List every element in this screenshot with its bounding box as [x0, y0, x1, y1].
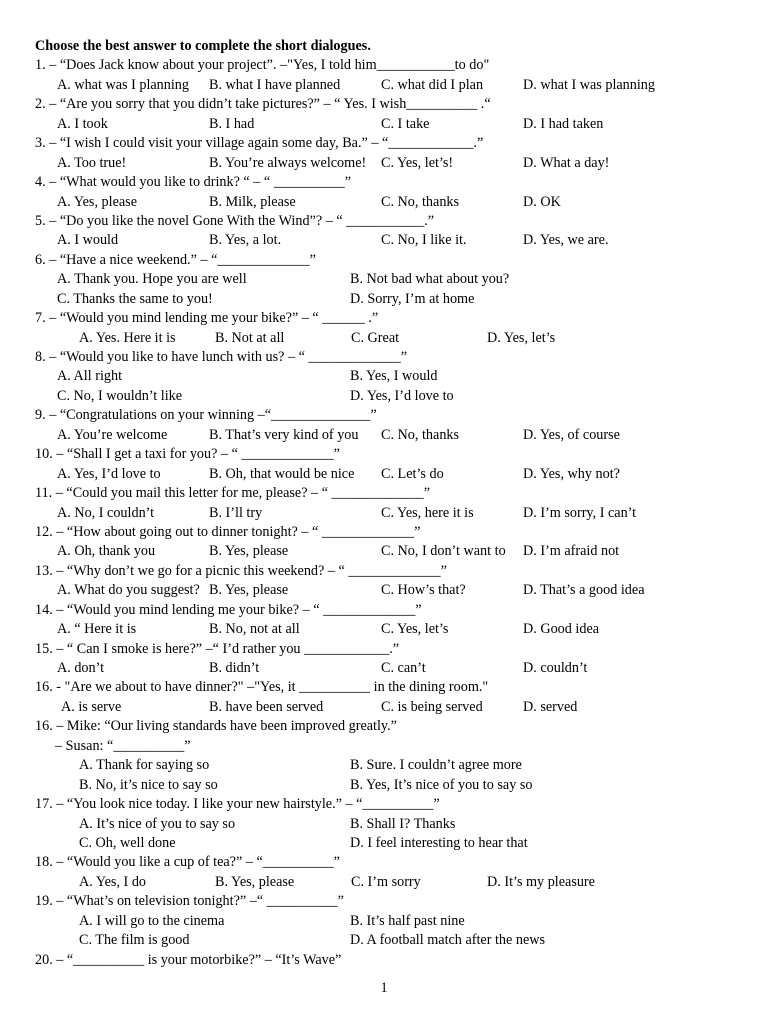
answer-option: D. That’s a good idea [523, 582, 645, 599]
answer-option: B. I’ll try [209, 504, 263, 521]
answer-option: D. A football match after the news [350, 932, 546, 949]
question-stem [35, 737, 755, 756]
question-stem [35, 173, 755, 192]
answer-option: C. can’t [381, 660, 426, 677]
answer-option: B. didn’t [209, 660, 260, 677]
question-stem [35, 640, 755, 659]
answer-option: D. What a day! [523, 154, 610, 171]
answer-option: A. Yes. Here it is [79, 329, 176, 346]
answer-options-row [35, 154, 755, 173]
answer-option: C. Yes, here it is [381, 504, 474, 521]
answer-option: A. “ Here it is [57, 621, 137, 638]
answer-option: A. Thank you. Hope you are well [57, 271, 247, 288]
answer-option: A. No, I couldn’t [57, 504, 155, 521]
question-text: 14. – “Would you mind lending me your bike? – “ _____________” [35, 601, 422, 618]
answer-option: C. I’m sorry [351, 873, 421, 890]
answer-option: D. I’m afraid not [523, 543, 620, 560]
answer-option: D. I feel interesting to hear that [350, 834, 528, 851]
question-text: 4. – “What would you like to drink? “ – “ __________” [35, 174, 351, 191]
answer-option: D. I had taken [523, 115, 604, 132]
question-stem [35, 212, 755, 231]
question-text: 9. – “Congratulations on your winning –“______________” [35, 407, 377, 424]
answer-option: A. I would [57, 232, 119, 249]
answer-option: B. You’re always welcome! [209, 154, 367, 171]
answer-options-row [35, 912, 755, 931]
question-stem [35, 134, 755, 153]
question-text: 10. – “Shall I get a taxi for you? – “ _____________” [35, 446, 340, 463]
question-stem [35, 892, 755, 911]
answer-option: C. Yes, let’s! [381, 154, 454, 171]
answer-option: C. No, thanks [381, 426, 460, 443]
answer-option: C. what did I plan [381, 76, 484, 93]
answer-option: D. It’s my pleasure [487, 873, 595, 890]
question-stem [35, 406, 755, 425]
answer-options-row [35, 270, 755, 289]
answer-option: B. Oh, that would be nice [209, 465, 355, 482]
answer-option: A. don’t [57, 660, 105, 677]
answer-options-row [35, 504, 755, 523]
answer-option: B. No, it’s nice to say so [79, 776, 218, 793]
question-stem [35, 251, 755, 270]
question-text: 2. – “Are you sorry that you didn’t take pictures?” – “ Yes. I wish__________ .“ [35, 96, 491, 113]
answer-options-row [35, 231, 755, 250]
answer-option: D. Yes, let’s [487, 329, 556, 346]
answer-option: C. No, I don’t want to [381, 543, 506, 560]
answer-option: B. Yes, please [209, 543, 289, 560]
answer-option: B. No, not at all [209, 621, 300, 638]
answer-option: B. It’s half past nine [350, 912, 465, 929]
worksheet-title: Choose the best answer to complete the short dialogues. [35, 38, 371, 54]
question-stem [35, 348, 755, 367]
answer-option: A. is serve [61, 698, 122, 715]
page-number: 1 [380, 980, 388, 996]
question-text: 15. – “ Can I smoke is here?” –“ I’d rather you ____________.” [35, 640, 400, 657]
answer-option: D. I’m sorry, I can’t [523, 504, 637, 521]
answer-option: D. couldn’t [523, 660, 588, 677]
answer-option: B. what I have planned [209, 76, 341, 93]
answer-options-row [35, 76, 755, 95]
question-stem [35, 484, 755, 503]
answer-option: C. I take [381, 115, 430, 132]
answer-options-row [35, 193, 755, 212]
answer-options-row [35, 426, 755, 445]
answer-option: A. All right [57, 368, 123, 385]
answer-options-row [35, 659, 755, 678]
answer-option: D. Yes, I’d love to [350, 387, 454, 404]
answer-options-row [35, 367, 755, 386]
answer-option: C. No, thanks [381, 193, 460, 210]
answer-options-row [35, 115, 755, 134]
answer-option: B. Sure. I couldn’t agree more [350, 757, 522, 774]
answer-option: B. Yes, a lot. [209, 232, 282, 249]
answer-options-row [35, 834, 755, 853]
answer-options-row [35, 756, 755, 775]
answer-option: B. Yes, It’s nice of you to say so [350, 776, 533, 793]
answer-options-row [35, 290, 755, 309]
question-text: 18. – “Would you like a cup of tea?” – “__________” [35, 854, 340, 871]
question-stem [35, 853, 755, 872]
answer-options-row [35, 873, 755, 892]
question-text: 1. – “Does Jack know about your project”. –"Yes, I told him___________to do" [35, 57, 490, 74]
worksheet-content [35, 37, 755, 970]
question-stem [35, 56, 755, 75]
answer-options-row [35, 776, 755, 795]
answer-option: B. have been served [209, 698, 324, 715]
answer-option: A. Too true! [57, 154, 127, 171]
question-text: 6. – “Have a nice weekend.” – “_____________” [35, 251, 316, 268]
question-text: – Susan: “__________” [55, 737, 191, 754]
answer-option: D. Yes, we are. [523, 232, 609, 249]
question-text: 13. – “Why don’t we go for a picnic this weekend? – “ _____________” [35, 562, 447, 579]
answer-option: B. Milk, please [209, 193, 296, 210]
answer-option: D. OK [523, 193, 561, 210]
question-stem [35, 951, 755, 970]
question-text: 16. - "Are we about to have dinner?" –"Yes, it __________ in the dining room." [35, 679, 489, 696]
answer-option: B. I had [209, 115, 255, 132]
answer-option: C. No, I like it. [381, 232, 467, 249]
question-stem [35, 523, 755, 542]
answer-option: A. what was I planning [57, 76, 189, 93]
answer-option: B. Not bad what about you? [350, 271, 510, 288]
answer-option: B. Yes, please [215, 873, 295, 890]
answer-option: A. What do you suggest? [57, 582, 200, 599]
answer-option: C. is being served [381, 698, 483, 715]
question-stem [35, 309, 755, 328]
answer-option: C. Let’s do [381, 465, 444, 482]
answer-option: A. It’s nice of you to say so [79, 815, 236, 832]
answer-option: D. what I was planning [523, 76, 655, 93]
question-stem [35, 562, 755, 581]
question-text: 11. – “Could you mail this letter for me, please? – “ _____________” [35, 485, 431, 502]
answer-option: C. How’s that? [381, 582, 466, 599]
answer-option: A. Oh, thank you [57, 543, 156, 560]
question-text: 5. – “Do you like the novel Gone With the Wind”? – “ ___________.” [35, 212, 435, 229]
question-stem [35, 795, 755, 814]
answer-option: A. You’re welcome [57, 426, 168, 443]
answer-options-row [35, 465, 755, 484]
question-stem [35, 678, 755, 697]
answer-option: A. Yes, I do [79, 873, 147, 890]
answer-option: B. Yes, I would [350, 368, 438, 385]
answer-option: C. Oh, well done [79, 834, 176, 851]
answer-option: C. Thanks the same to you! [57, 290, 213, 307]
question-text: 19. – “What’s on television tonight?” –“ __________” [35, 893, 344, 910]
question-list [35, 56, 755, 970]
answer-options-row [35, 815, 755, 834]
question-stem [35, 95, 755, 114]
question-text: 17. – “You look nice today. I like your new hairstyle.” – “__________” [35, 796, 440, 813]
answer-options-row [35, 387, 755, 406]
question-text: 16. – Mike: “Our living standards have been improved greatly.” [35, 718, 397, 735]
answer-option: B. Yes, please [209, 582, 289, 599]
question-stem [35, 717, 755, 736]
answer-option: C. Yes, let’s [381, 621, 449, 638]
answer-option: C. The film is good [79, 932, 190, 949]
answer-options-row [35, 620, 755, 639]
answer-option: A. Yes, please [57, 193, 137, 210]
answer-option: C. Great [351, 329, 400, 346]
answer-options-row [35, 329, 755, 348]
question-text: 7. – “Would you mind lending me your bike?” – “ ______ .” [35, 310, 379, 327]
answer-options-row [35, 542, 755, 561]
answer-option: B. Not at all [215, 329, 285, 346]
answer-option: D. served [523, 698, 578, 715]
answer-option: D. Yes, of course [523, 426, 620, 443]
answer-option: C. No, I wouldn’t like [57, 387, 183, 404]
question-stem [35, 445, 755, 464]
question-text: 12. – “How about going out to dinner tonight? – “ _____________” [35, 523, 421, 540]
answer-option: A. Yes, I’d love to [57, 465, 161, 482]
question-text: 20. – “__________ is your motorbike?” – “It’s Wave” [35, 951, 342, 968]
question-text: 8. – “Would you like to have lunch with us? – “ _____________” [35, 349, 408, 366]
answer-option: A. Thank for saying so [79, 757, 210, 774]
answer-option: D. Sorry, I’m at home [350, 290, 475, 307]
answer-option: A. I will go to the cinema [79, 912, 225, 929]
answer-options-row [35, 581, 755, 600]
answer-option: B. Shall I? Thanks [350, 815, 456, 832]
question-stem [35, 601, 755, 620]
answer-options-row [35, 698, 755, 717]
answer-option: A. I took [57, 115, 108, 132]
answer-option: B. That’s very kind of you [209, 426, 359, 443]
question-text: 3. – “I wish I could visit your village again some day, Ba.” – “____________.” [35, 135, 484, 152]
answer-options-row [35, 931, 755, 950]
answer-option: D. Good idea [523, 621, 600, 638]
answer-option: D. Yes, why not? [523, 465, 620, 482]
